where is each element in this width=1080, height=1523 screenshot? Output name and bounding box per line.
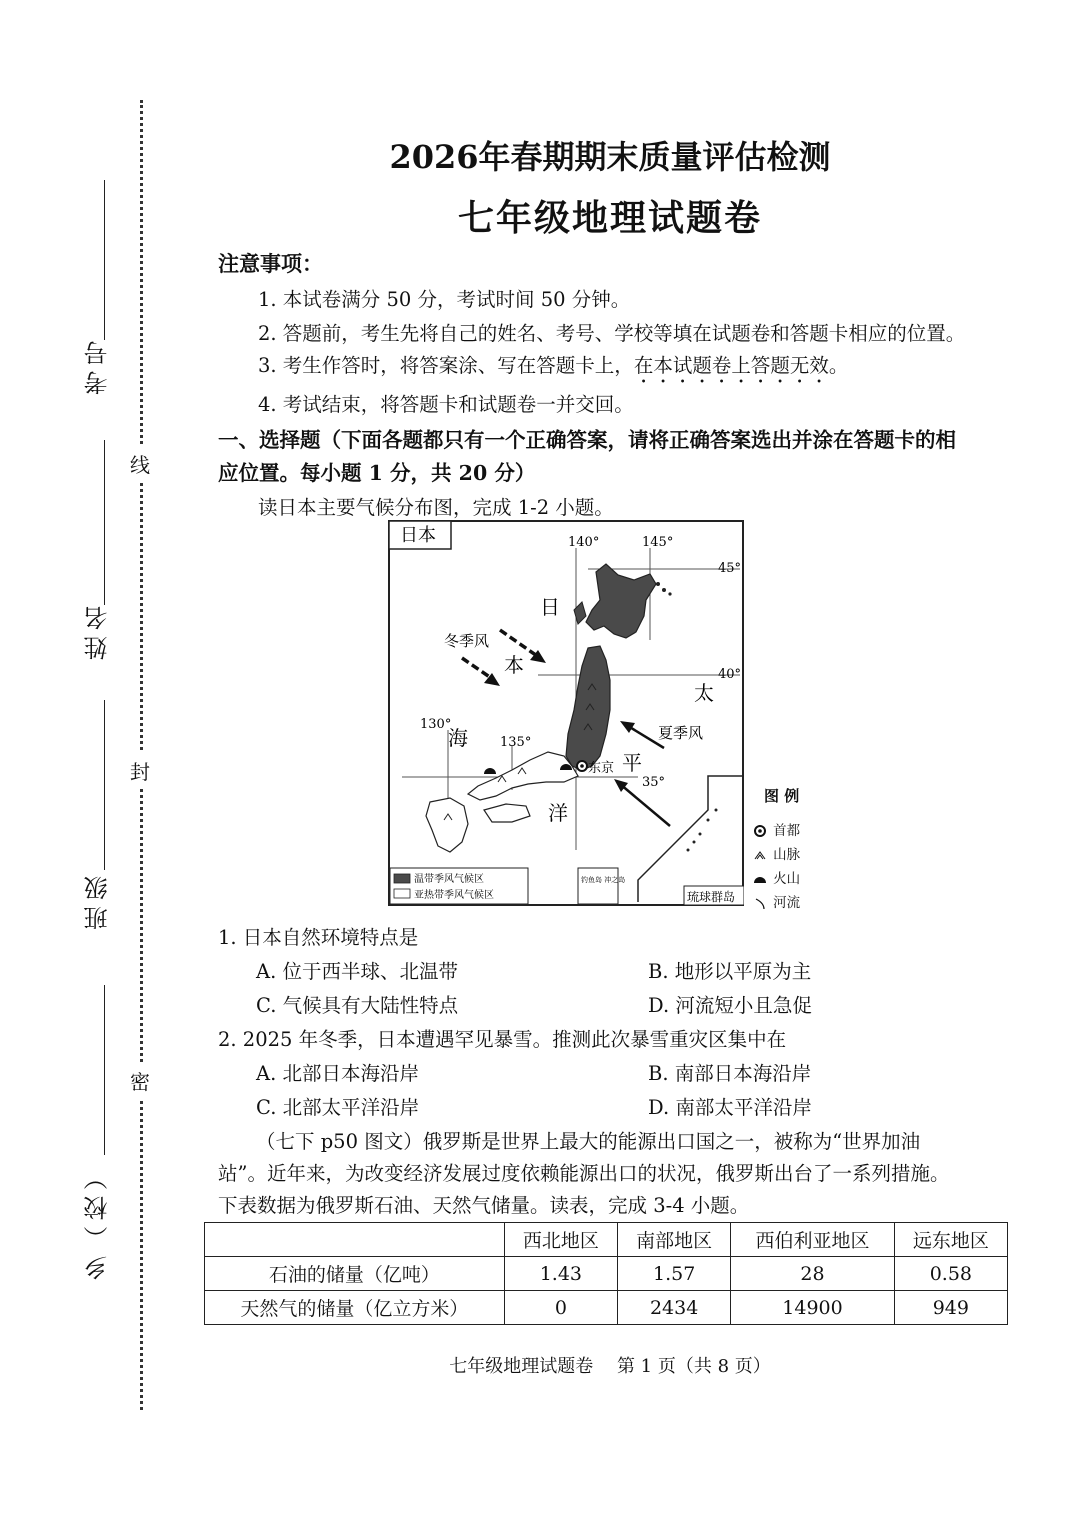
passage-line-2: 站”。近年来，为改变经济发展过度依赖能源出口的状况，俄罗斯出台了一系列措施。	[218, 1162, 950, 1185]
lat-label-35: 35°	[642, 775, 666, 790]
notice-item-2: 2. 答题前，考生先将自己的姓名、考号、学校等填在试题卷和答题卡相应的位置。	[258, 322, 966, 345]
question-1-option-b[interactable]: B. 地形以平原为主	[648, 960, 812, 983]
capital-icon	[752, 823, 768, 839]
tokyo-label: 东京	[588, 761, 615, 776]
legend-subtropical-label: 亚热带季风气候区	[414, 890, 494, 901]
seal-char-mi: 密	[130, 1062, 150, 1099]
map-legend	[752, 819, 842, 915]
small-inset-label: 钓鱼岛 冲之岛	[581, 876, 626, 884]
field-school-line[interactable]	[104, 985, 105, 1155]
field-name-label: 姓名	[84, 600, 112, 660]
notice-item-4: 4. 考试结束，将答题卡和试题卷一并交回。	[258, 393, 634, 416]
table-cell: 949	[894, 1291, 1007, 1325]
lat-label-40: 40°	[718, 667, 742, 682]
small-inset-box	[578, 868, 618, 904]
field-school-label: 乡（校）	[84, 1160, 112, 1280]
russia-reserves-table	[204, 1222, 1008, 1325]
section1-heading-line1: 一、选择题（下面各题都只有一个正确答案，请将正确答案选出并涂在答题卡的相	[218, 428, 956, 452]
legend-temperate-label: 温带季风气候区	[414, 874, 484, 885]
table-row	[205, 1291, 1008, 1325]
sea-char-1: 日	[540, 595, 560, 619]
legend-row-volcano	[752, 867, 842, 891]
table-header-cell	[205, 1223, 505, 1257]
notice-item-1: 1. 本试卷满分 50 分，考试时间 50 分钟。	[258, 288, 631, 311]
legend-row-river	[752, 891, 842, 915]
notice-item-3-emphasis: 在本试题卷上答题无效	[633, 354, 829, 377]
sea-char-3: 海	[448, 726, 468, 750]
field-name-line[interactable]	[104, 440, 105, 605]
notice-item-3	[258, 350, 848, 388]
legend-row-mountain	[752, 843, 842, 867]
lon-label-130: 130°	[420, 717, 452, 732]
question-2-option-c[interactable]: C. 北部太平洋沿岸	[256, 1096, 420, 1119]
ryukyu-label: 琉球群岛	[687, 890, 736, 904]
map-legend-title: 图 例	[764, 787, 800, 805]
section1-heading-line2: 应位置。每小题 1 分，共 20 分）	[218, 461, 536, 485]
table-cell: 2434	[618, 1291, 731, 1325]
question-2-option-b[interactable]: B. 南部日本海沿岸	[648, 1062, 812, 1085]
mountain-icon	[752, 847, 768, 863]
legend-row-capital	[752, 819, 842, 843]
passage-line-1: （七下 p50 图文）俄罗斯是世界上最大的能源出口国之一，被称为“世界加油	[256, 1130, 921, 1153]
table-cell: 天然气的储量（亿立方米）	[205, 1291, 505, 1325]
table-cell: 0	[504, 1291, 617, 1325]
exam-subtitle: 七年级地理试题卷	[457, 197, 762, 239]
lon-label-145: 145°	[642, 535, 674, 550]
table-cell: 1.57	[618, 1257, 731, 1291]
japan-climate-map	[388, 520, 744, 906]
notice-item-3-text: 3. 考生作答时，将答案涂、写在答题卡上，	[258, 354, 634, 377]
field-class-line[interactable]	[104, 700, 105, 870]
page-footer: 七年级地理试题卷 第 1 页（共 8 页）	[449, 1356, 771, 1377]
table-row	[205, 1257, 1008, 1291]
field-class-label: 班级	[84, 870, 112, 930]
legend-mountain-label: 山脉	[773, 847, 801, 863]
question-1-option-c[interactable]: C. 气候具有大陆性特点	[256, 994, 459, 1017]
map-title: 日本	[400, 525, 436, 546]
summer-wind-label: 夏季风	[658, 724, 704, 742]
question-2-option-a[interactable]: A. 北部日本海沿岸	[256, 1062, 419, 1085]
table-cell: 28	[731, 1257, 894, 1291]
volcano-icon	[752, 871, 768, 887]
question-2-option-d[interactable]: D. 南部太平洋沿岸	[648, 1096, 812, 1119]
ocean-char-1: 太	[694, 681, 714, 705]
table-header-cell: 远东地区	[894, 1223, 1007, 1257]
table-header-row	[205, 1223, 1008, 1257]
table-header-cell: 西伯利亚地区	[731, 1223, 894, 1257]
exam-title: 2026年春期期末质量评估检测	[389, 138, 831, 176]
seal-char-xian: 线	[130, 445, 150, 482]
table-cell: 1.43	[504, 1257, 617, 1291]
question-2-stem: 2. 2025 年冬季，日本遭遇罕见暴雪。推测此次暴雪重灾区集中在	[218, 1028, 787, 1051]
table-header-cell: 南部地区	[618, 1223, 731, 1257]
passage-line-3: 下表数据为俄罗斯石油、天然气储量。读表，完成 3-4 小题。	[218, 1194, 750, 1217]
sea-char-2: 本	[504, 653, 524, 677]
legend-river-label: 河流	[773, 895, 801, 911]
lon-label-135: 135°	[500, 735, 532, 750]
notice-heading: 注意事项：	[218, 251, 323, 276]
table-cell: 14900	[731, 1291, 894, 1325]
legend-temperate-swatch	[394, 874, 410, 883]
lon-label-140: 140°	[568, 535, 600, 550]
question-1-stem: 1. 日本自然环境特点是	[218, 926, 419, 949]
legend-subtropical-swatch	[394, 889, 410, 898]
table-cell: 石油的储量（亿吨）	[205, 1257, 505, 1291]
river-icon	[752, 895, 768, 911]
legend-capital-label: 首都	[773, 823, 801, 839]
section1-intro: 读日本主要气候分布图，完成 1-2 小题。	[258, 496, 614, 519]
question-1-option-a[interactable]: A. 位于西半球、北温带	[256, 960, 458, 983]
lat-label-45: 45°	[718, 561, 742, 576]
legend-volcano-label: 火山	[773, 871, 801, 887]
winter-wind-label: 冬季风	[444, 632, 490, 650]
table-header-cell: 西北地区	[504, 1223, 617, 1257]
seal-char-feng: 封	[130, 752, 150, 789]
ocean-char-3: 洋	[548, 801, 568, 825]
field-exam-number-label: 考号	[84, 335, 112, 395]
notice-item-3-end: 。	[828, 354, 849, 377]
ocean-char-2: 平	[622, 751, 642, 775]
question-1-option-d[interactable]: D. 河流短小且急促	[648, 994, 812, 1017]
table-cell: 0.58	[894, 1257, 1007, 1291]
